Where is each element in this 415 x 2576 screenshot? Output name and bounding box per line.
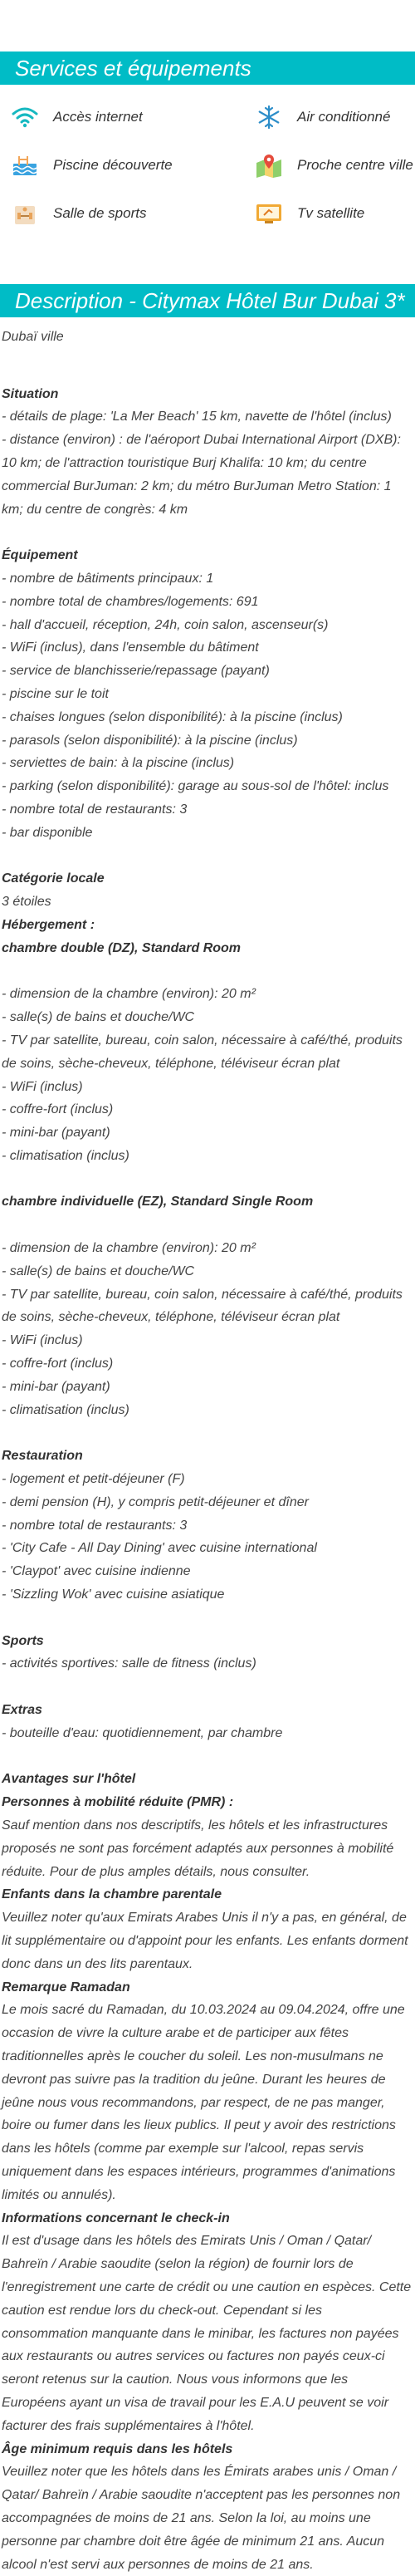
amenity-label: Tv satellite: [297, 205, 365, 221]
room-line: - climatisation (inclus): [2, 1402, 129, 1417]
room-line: - coffre-fort (inclus): [2, 1357, 114, 1371]
room-title: chambre double (DZ), Standard Room: [2, 940, 242, 955]
room-line: - dimension de la chambre (environ): 20 m²: [2, 987, 256, 1002]
room-line: - climatisation (inclus): [2, 1148, 129, 1163]
amenity-row: [0, 93, 415, 141]
city-text: Dubaï ville: [2, 330, 64, 344]
equipement-line: - nombre total de chambres/logements: 691: [2, 594, 259, 609]
room-line: - coffre-fort (inclus): [2, 1102, 114, 1117]
wifi-icon: [10, 105, 40, 130]
restauration-line: - 'Claypot' avec cuisine indienne: [2, 1564, 191, 1579]
amenity-label: Piscine découverte: [53, 157, 173, 173]
restauration-heading: Restauration: [2, 1449, 83, 1464]
equipement-line: - bar disponible: [2, 825, 93, 840]
avantage-title: Enfants dans la chambre parentale: [2, 1887, 222, 1902]
amenity-label: Air conditionné: [297, 109, 391, 125]
amenity-label: Salle de sports: [53, 205, 147, 221]
description-heading: Description - Citymax Hôtel Bur Dubai 3*: [0, 284, 415, 317]
avantage-title: Informations concernant le check-in: [2, 2210, 230, 2225]
amenity-satellite-tv: [208, 201, 415, 226]
room-line: - TV par satellite, bureau, coin salon, nécessaire à café/thé, produits de soins, sèche-cheveux, téléphone, téléviseur écran plat: [2, 1287, 403, 1325]
situation-heading: Situation: [2, 386, 59, 401]
snowflake-icon: [254, 105, 284, 130]
avantage-title: Âge minimum requis dans les hôtels: [2, 2441, 233, 2456]
equipement-line: - piscine sur le toit: [2, 686, 109, 701]
page: [0, 52, 415, 2572]
restauration-line: - 'City Cafe - All Day Dining' avec cuisine international: [2, 1541, 317, 1556]
avantage-text: Le mois sacré du Ramadan, du 10.03.2024 au 09.04.2024, offre une occasion de vivre la culture arabe et de participer aux fêtes traditionnelles après le coucher du soleil. Les non-musulmans ne devront pas suivre pas la tradition du jeûne. Durant les heures de jeûne nous vous recommandons, par respect, de ne pas manger, boire ou fumer dans les lieux publics. Il peut y avoir des restrictions dans les hôtels (comme par exemple sur l'alcool, repas servis uniquement dans les espaces intérieurs, programmes d'animations limités ou annulés).: [2, 2003, 405, 2202]
room-line: - dimension de la chambre (environ): 20 m²: [2, 1241, 256, 1256]
room-line: - salle(s) de bains et douche/WC: [2, 1263, 195, 1278]
tv-icon: [254, 201, 284, 226]
pool-icon: [10, 153, 40, 178]
services-heading: Services et équipements: [0, 52, 415, 85]
avantage-text: Veuillez noter que les hôtels dans les Émirats arabes unis / Oman / Qatar/ Bahreïn / Arabie saoudite n'acceptent pas les personnes non accompagnées de moins de 21 ans. Selon la loi, au moins une personne par chambre doit être âgée de minimum 21 ans. Aucun alcool n'est servi aux personnes de moins de 21 ans.: [2, 2465, 401, 2572]
equipement-line: - nombre total de restaurants: 3: [2, 802, 188, 817]
map-pin-icon: [254, 153, 284, 178]
restauration-line: - 'Sizzling Wok' avec cuisine asiatique: [2, 1587, 225, 1602]
amenity-row: [0, 189, 415, 238]
restauration-line: - nombre total de restaurants: 3: [2, 1518, 188, 1533]
amenity-label: Accès internet: [53, 109, 143, 125]
room-line: - salle(s) de bains et douche/WC: [2, 1010, 195, 1025]
categorie-value: 3 étoiles: [2, 895, 51, 910]
categorie-heading: Catégorie locale: [2, 871, 105, 886]
extras-line: - bouteille d'eau: quotidiennement, par chambre: [2, 1725, 283, 1740]
sports-heading: Sports: [2, 1633, 44, 1648]
amenity-internet: [0, 105, 208, 130]
avantage-title: Personnes à mobilité réduite (PMR) :: [2, 1795, 234, 1810]
avantage-title: Remarque Ramadan: [2, 1980, 130, 1995]
room-line: - mini-bar (payant): [2, 1126, 110, 1141]
amenity-gym: [0, 201, 208, 226]
extras-heading: Extras: [2, 1703, 42, 1718]
room-line: - TV par satellite, bureau, coin salon, nécessaire à café/thé, produits de soins, sèche-cheveux, téléphone, téléviseur écran plat: [2, 1033, 403, 1071]
equipement-line: - parasols (selon disponibilité): à la piscine (inclus): [2, 733, 298, 748]
room-line: - mini-bar (payant): [2, 1379, 110, 1394]
equipement-heading: Équipement: [2, 548, 78, 563]
room-line: - WiFi (inclus): [2, 1333, 83, 1348]
equipement-line: - WiFi (inclus), dans l'ensemble du bâtiment: [2, 640, 259, 655]
sports-line: - activités sportives: salle de fitness (inclus): [2, 1656, 256, 1671]
equipement-line: - chaises longues (selon disponibilité): à la piscine (inclus): [2, 709, 343, 724]
avantage-text: Sauf mention dans nos descriptifs, les hôtels et les infrastructures proposés ne sont pas forcément adaptés aux personnes à mobilité réduite. Pour de plus amples détails, nous consulter.: [2, 1818, 394, 1879]
equipement-line: - parking (selon disponibilité): garage au sous-sol de l'hôtel: inclus: [2, 779, 389, 794]
equipement-line: - service de blanchisserie/repassage (payant): [2, 664, 270, 679]
amenity-row: [0, 141, 415, 189]
hebergement-heading: Hébergement :: [2, 917, 95, 932]
amenities-list: [0, 85, 415, 238]
restauration-line: - demi pension (H), y compris petit-déjeuner et dîner: [2, 1494, 309, 1509]
equipement-line: - serviettes de bain: à la piscine (inclus): [2, 756, 235, 771]
amenity-pool: [0, 153, 208, 178]
amenity-label: Proche centre ville: [297, 157, 413, 173]
restauration-line: - logement et petit-déjeuner (F): [2, 1472, 185, 1487]
room-line: - WiFi (inclus): [2, 1079, 83, 1094]
avantages-heading: Avantages sur l'hôtel: [2, 1772, 136, 1787]
gym-icon: [10, 201, 40, 226]
situation-line: - distance (environ) : de l'aéroport Dubai International Airport (DXB): 10 km; de l'attraction touristique Burj Khalifa: 10 km; du centre commercial BurJuman: 2 km; du métro BurJuman Metro Station: 1 km; du centre de congrès: 4 km: [2, 433, 401, 517]
room-title: chambre individuelle (EZ), Standard Single Room: [2, 1195, 314, 1209]
avantage-text: Il est d'usage dans les hôtels des Emirats Unis / Oman / Qatar/ Bahreïn / Arabie saoudite (selon la région) de fournir lors de l'enregistrement une carte de crédit ou une caution en espèces. Cette caution est rendue lors du check-out. Cependant si les consommation manquante dans le minibar, les factures non payées aux restaurants ou autres services ou factures non payés ceux-ci seront retenus sur la caution. Nous vous informons que les Européens ayant un visa de travail pour les E.A.U peuvent se voir facturer des frais supplémentaires à l'hôtel.: [2, 2234, 412, 2433]
description-body: [0, 317, 415, 2576]
equipement-line: - nombre de bâtiments principaux: 1: [2, 571, 214, 586]
avantage-text: Veuillez noter qu'aux Emirats Arabes Unis il n'y a pas, en général, de lit supplémentaire ou d'appoint pour les enfants. Les enfants dorment donc dans un des lits parentaux.: [2, 1911, 408, 1971]
situation-line: - détails de plage: 'La Mer Beach' 15 km, navette de l'hôtel (inclus): [2, 410, 392, 424]
amenity-air-conditioning: [208, 105, 415, 130]
amenity-city-center: [208, 153, 415, 178]
equipement-line: - hall d'accueil, réception, 24h, coin salon, ascenseur(s): [2, 617, 329, 632]
